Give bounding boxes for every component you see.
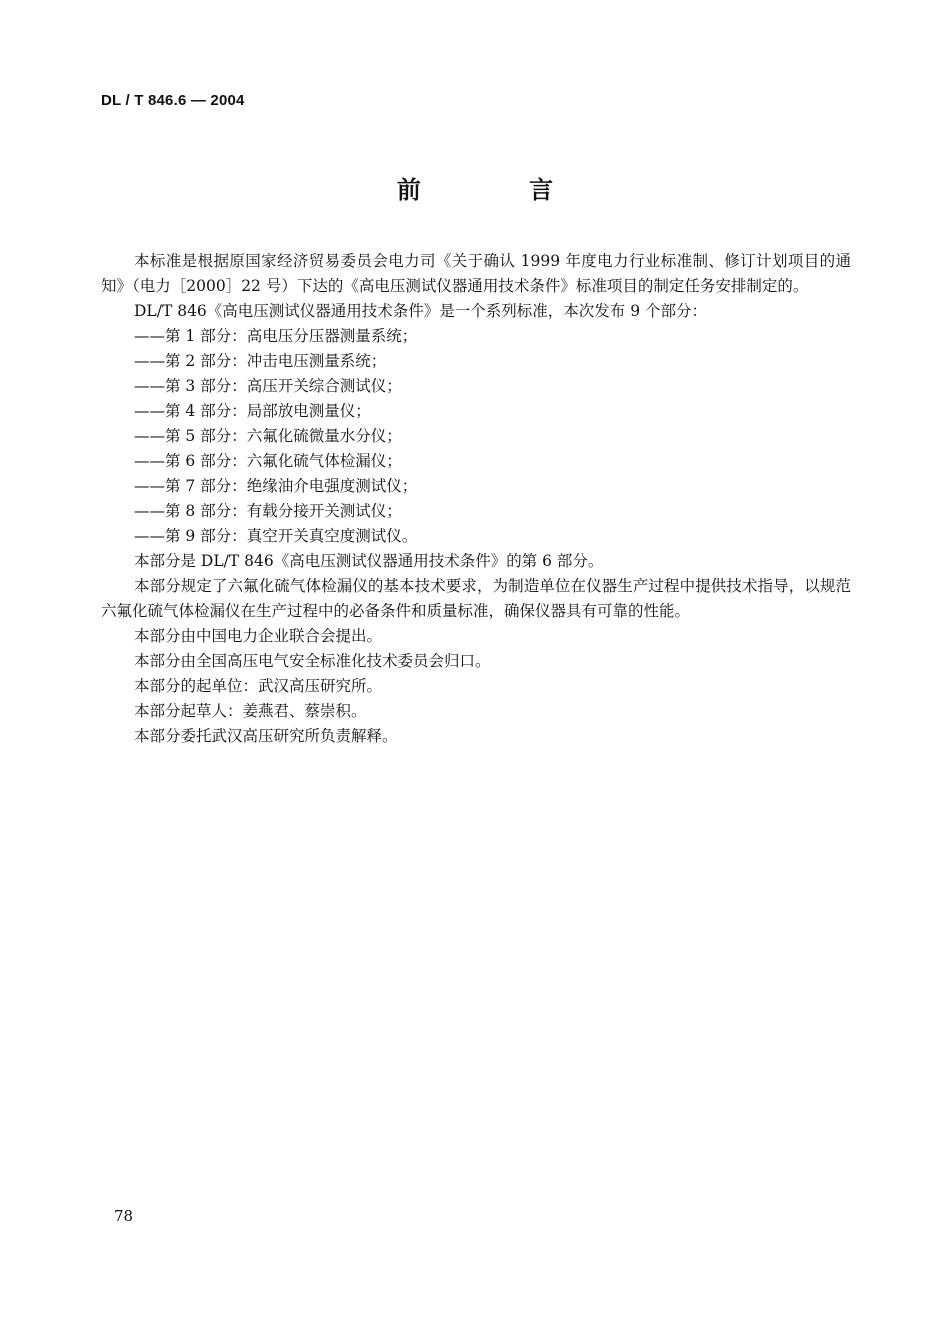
paragraph-scope: 本部分规定了六氟化硫气体检漏仪的基本技术要求，为制造单位在仪器生产过程中提供技术指导，以规范六氟化硫气体检漏仪在生产过程中的必备条件和质量标准，确保仪器具有可靠的性能。	[101, 577, 851, 620]
list-item-part-1: ——第 1 部分：高电压分压器测量系统；	[134, 327, 418, 345]
paragraph-part-number: 本部分是 DL/T 846《高电压测试仪器通用技术条件》的第 6 部分。	[134, 552, 604, 570]
paragraph-drafting-unit: 本部分的起单位：武汉高压研究所。	[134, 677, 383, 695]
paragraph-origin: 本标准是根据原国家经济贸易委员会电力司《关于确认 1999 年度电力行业标准制、修订计划项目的通知》（电力［2000］22 号）下达的《高电压测试仪器通用技术条件》标准项目的制定任务安排制定的。	[101, 252, 851, 295]
page-number: 78	[114, 1207, 134, 1225]
paragraph-proposer: 本部分由中国电力企业联合会提出。	[134, 627, 383, 645]
list-item-part-8: ——第 8 部分：有载分接开关测试仪；	[134, 502, 402, 520]
foreword-body	[101, 249, 851, 749]
list-item-part-7: ——第 7 部分：绝缘油介电强度测试仪；	[134, 477, 418, 495]
list-item-part-4: ——第 4 部分：局部放电测量仪；	[134, 402, 371, 420]
list-item-part-6: ——第 6 部分：六氟化硫气体检漏仪；	[134, 452, 402, 470]
list-item-part-3: ——第 3 部分：高压开关综合测试仪；	[134, 377, 402, 395]
paragraph-drafters: 本部分起草人：姜燕君、蔡崇积。	[134, 702, 367, 720]
list-item-part-2: ——第 2 部分：冲击电压测量系统；	[134, 352, 387, 370]
paragraph-responsible-committee: 本部分由全国高压电气安全标准化技术委员会归口。	[134, 652, 491, 670]
page-title: 前 言	[396, 176, 604, 204]
list-item-part-5: ——第 5 部分：六氟化硫微量水分仪；	[134, 427, 402, 445]
standard-code: DL / T 846.6 — 2004	[101, 92, 245, 109]
list-item-part-9: ——第 9 部分：真空开关真空度测试仪。	[134, 527, 418, 545]
paragraph-interpretation: 本部分委托武汉高压研究所负责解释。	[134, 727, 398, 745]
paragraph-series: DL/T 846《高电压测试仪器通用技术条件》是一个系列标准，本次发布 9 个部分：	[134, 302, 708, 320]
